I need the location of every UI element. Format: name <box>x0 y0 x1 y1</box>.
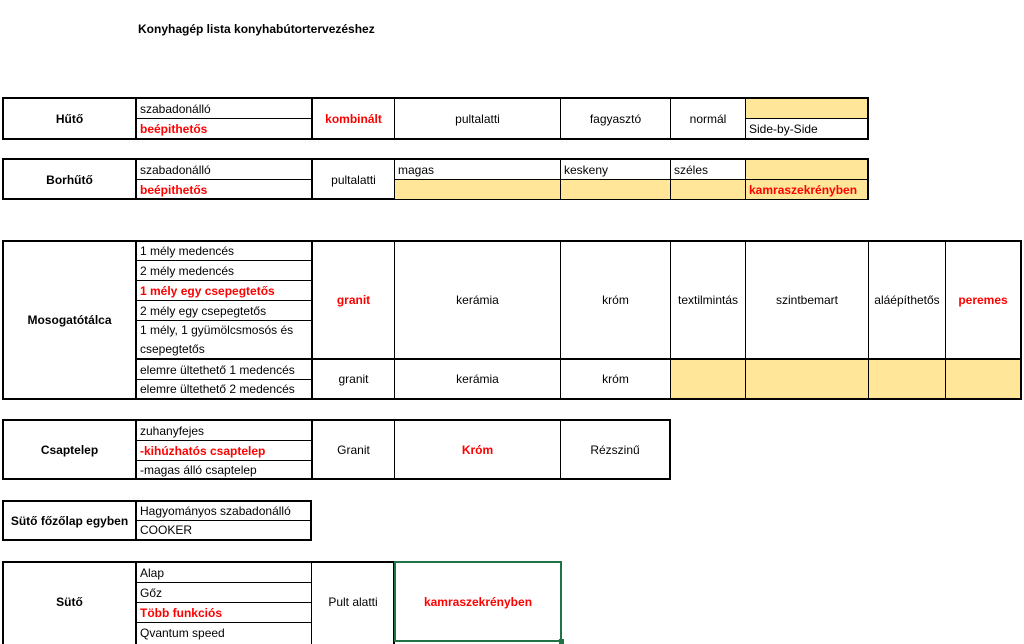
suto-item[interactable]: Alap <box>140 565 165 580</box>
borhuto-label[interactable]: Borhűtő <box>46 172 93 187</box>
borhuto-option-beepithetos[interactable]: beépithetős <box>140 182 208 197</box>
csaptelep-item[interactable]: zuhanyfejes <box>140 423 205 438</box>
mosogato-elemre-1[interactable]: elemre ültethető 1 medencés <box>140 362 295 377</box>
mosogato-label[interactable]: Mosogatótálca <box>27 313 112 327</box>
mosogato-item[interactable]: 2 mély medencés <box>140 263 235 278</box>
mosogato-item[interactable]: 1 mély egy csepegtetős <box>140 283 275 298</box>
suto-fozolap-item[interactable]: Hagyományos szabadonálló <box>140 504 291 518</box>
borhuto-pultalatti[interactable]: pultalatti <box>331 172 376 187</box>
huto-normal[interactable]: normál <box>689 112 727 126</box>
suto-label[interactable]: Sütő <box>56 595 83 609</box>
borhuto-highlight-cell[interactable] <box>561 180 670 199</box>
borhuto-highlight-cell[interactable] <box>746 160 867 179</box>
sheet-title: Konyhagép lista konyhabútortervezéshez <box>138 22 375 36</box>
suto-pultalatti[interactable]: Pult alatti <box>328 595 378 609</box>
mosogato-szintbemart[interactable]: szintbemart <box>775 293 839 307</box>
suto-item[interactable]: Gőz <box>140 585 163 600</box>
huto-kombinalt[interactable]: kombinált <box>325 112 382 126</box>
mosogato-granit-2[interactable]: granit <box>338 372 369 386</box>
huto-pultalatti[interactable]: pultalatti <box>455 112 500 126</box>
mosogato-krom[interactable]: króm <box>602 293 629 307</box>
borhuto-keskeny[interactable]: keskeny <box>564 162 609 177</box>
csaptelep-granit[interactable]: Granit <box>337 442 370 457</box>
mosogato-item[interactable]: csepegtetős <box>140 341 205 356</box>
mosogato-highlight-cell[interactable] <box>746 360 868 398</box>
borhuto-magas[interactable]: magas <box>398 162 435 177</box>
suto-fozolap-item[interactable]: COOKER <box>140 523 193 537</box>
mosogato-item[interactable]: 2 mély egy csepegtetős <box>140 303 267 318</box>
suto-item[interactable]: Qvantum speed <box>140 625 225 640</box>
mosogato-highlight-cell[interactable] <box>671 360 745 398</box>
mosogato-granit[interactable]: granit <box>336 293 371 307</box>
suto-item[interactable]: Több funkciós <box>140 605 222 620</box>
mosogato-highlight-cell[interactable] <box>946 360 1020 398</box>
suto-kamraszekreny[interactable]: kamraszekrényben <box>423 594 533 609</box>
huto-option-beepithetos[interactable]: beépithetős <box>140 122 208 136</box>
mosogato-highlight-cell[interactable] <box>869 360 945 398</box>
mosogato-keramia-2[interactable]: kerámia <box>456 372 499 386</box>
huto-side-by-side[interactable]: Side-by-Side <box>749 122 818 136</box>
mosogato-item[interactable]: 1 mély, 1 gyümölcsmosós és <box>140 323 294 337</box>
huto-label[interactable]: Hűtő <box>55 112 84 126</box>
suto-fozolap-label[interactable]: Sütő főzőlap egyben <box>10 513 129 528</box>
huto-option-szabadonallo[interactable]: szabadonálló <box>140 101 211 116</box>
borhuto-option-szabadonallo[interactable]: szabadonálló <box>140 162 211 177</box>
mosogato-peremes[interactable]: peremes <box>958 293 1008 307</box>
csaptelep-item[interactable]: -magas álló csaptelep <box>140 462 257 477</box>
borhuto-szeles[interactable]: széles <box>674 162 709 177</box>
csaptelep-krom[interactable]: Króm <box>461 442 494 457</box>
csaptelep-label[interactable]: Csaptelep <box>40 442 99 457</box>
mosogato-item[interactable]: 1 mély medencés <box>140 244 235 258</box>
mosogato-krom-2[interactable]: króm <box>602 372 629 386</box>
selection-fill-handle[interactable] <box>559 639 564 644</box>
huto-empty-highlight-cell[interactable] <box>746 99 867 118</box>
mosogato-textilmintas[interactable]: textilmintás <box>677 293 739 307</box>
mosogato-elemre-2[interactable]: elemre ültethető 2 medencés <box>140 382 295 396</box>
borhuto-highlight-cell[interactable] <box>395 180 560 199</box>
csaptelep-rezszinu[interactable]: Rézszinű <box>590 442 640 457</box>
mosogato-keramia[interactable]: kerámia <box>456 293 499 307</box>
huto-fagyaszto[interactable]: fagyasztó <box>589 112 642 126</box>
borhuto-highlight-cell[interactable] <box>671 180 745 199</box>
borhuto-kamraszekreny[interactable]: kamraszekrényben <box>746 180 867 199</box>
mosogato-alaepithetos[interactable]: aláépíthetős <box>874 293 940 307</box>
csaptelep-item[interactable]: -kihúzhatós csaptelep <box>140 443 266 458</box>
